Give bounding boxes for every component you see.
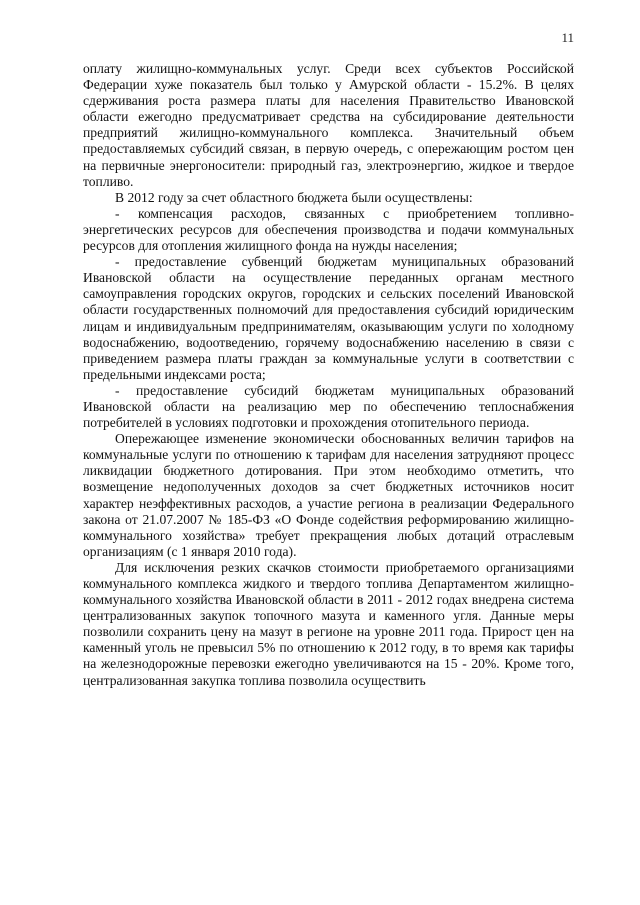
document-body bbox=[83, 61, 574, 689]
paragraph-tariff-changes: Опережающее изменение экономически обоснованных величин тарифов на коммунальные услуги по отношению к тарифам для населения затрудняют процесс ликвидации бюджетного дотирования. При этом необходимо отметить, что возмещение недополученных доходов за счет бюджетных источников носит характер неэффективных расходов, а участие региона в реализации Федерального закона от 21.07.2007 № 185-ФЗ «О Фонде содействия реформированию жилищно-коммунального хозяйства» требует прекращения любых дотаций отраслевым организациям (с 1 января 2010 года). bbox=[83, 431, 574, 559]
list-item-subventions: - предоставление субвенций бюджетам муниципальных образований Ивановской области на осуществление переданных органам местного самоуправления городских округов, городских и сельских поселений Ивановской области государственных полномочий для предоставления субсидий юридическим лицам и индивидуальным предпринимателям, оказывающим услуги по холодному водоснабжению, водоотведению, горячему водоснабжению населению в связи с приведением размера платы граждан за коммунальные услуги в соответствии с предельными индексами роста; bbox=[83, 254, 574, 382]
paragraph-centralized-procurement: Для исключения резких скачков стоимости приобретаемого организациями коммунального комплекса жидкого и твердого топлива Департаментом жилищно-коммунального хозяйства Ивановской области в 2011 - 2012 годах внедрена система централизованных закупок топочного мазута и каменного угля. Данные меры позволили сохранить цену на мазут в регионе на уровне 2011 года. Прирост цен на каменный уголь не превысил 5% по отношению к 2012 году, в то время как тарифы на железнодорожные перевозки ежегодно увеличиваются на 15 - 20%. Кроме того, централизованная закупка топлива позволила осуществить bbox=[83, 559, 574, 688]
page-number: 11 bbox=[561, 30, 574, 45]
paragraph-2012-budget-intro: В 2012 году за счет областного бюджета были осуществлены: bbox=[115, 189, 473, 205]
list-item-compensation: - компенсация расходов, связанных с приобретением топливно-энергетических ресурсов для обеспечения производства и подачи коммунальных ресурсов для отопления жилищного фонда на нужды населения; bbox=[83, 205, 574, 254]
list-item-subsidies-heating: - предоставление субсидий бюджетам муниципальных образований Ивановской области на реализацию мер по обеспечению теплоснабжения потребителей в условиях подготовки и прохождения отопительного периода. bbox=[83, 382, 574, 431]
paragraph-utilities-subsidies: оплату жилищно-коммунальных услуг. Среди всех субъектов Российской Федерации хуже показатель был только у Амурской области - 15.2%. В целях сдерживания роста размера платы для населения Правительство Ивановской области ежегодно предусматривает средства на субсидирование деятельности предприятий жилищно-коммунального комплекса. Значительный объем предоставляемых субсидий связан, в первую очередь, с опережающим ростом цен на первичные энергоносители: природный газ, электроэнергию, жидкое и твердое топливо. bbox=[83, 61, 574, 189]
